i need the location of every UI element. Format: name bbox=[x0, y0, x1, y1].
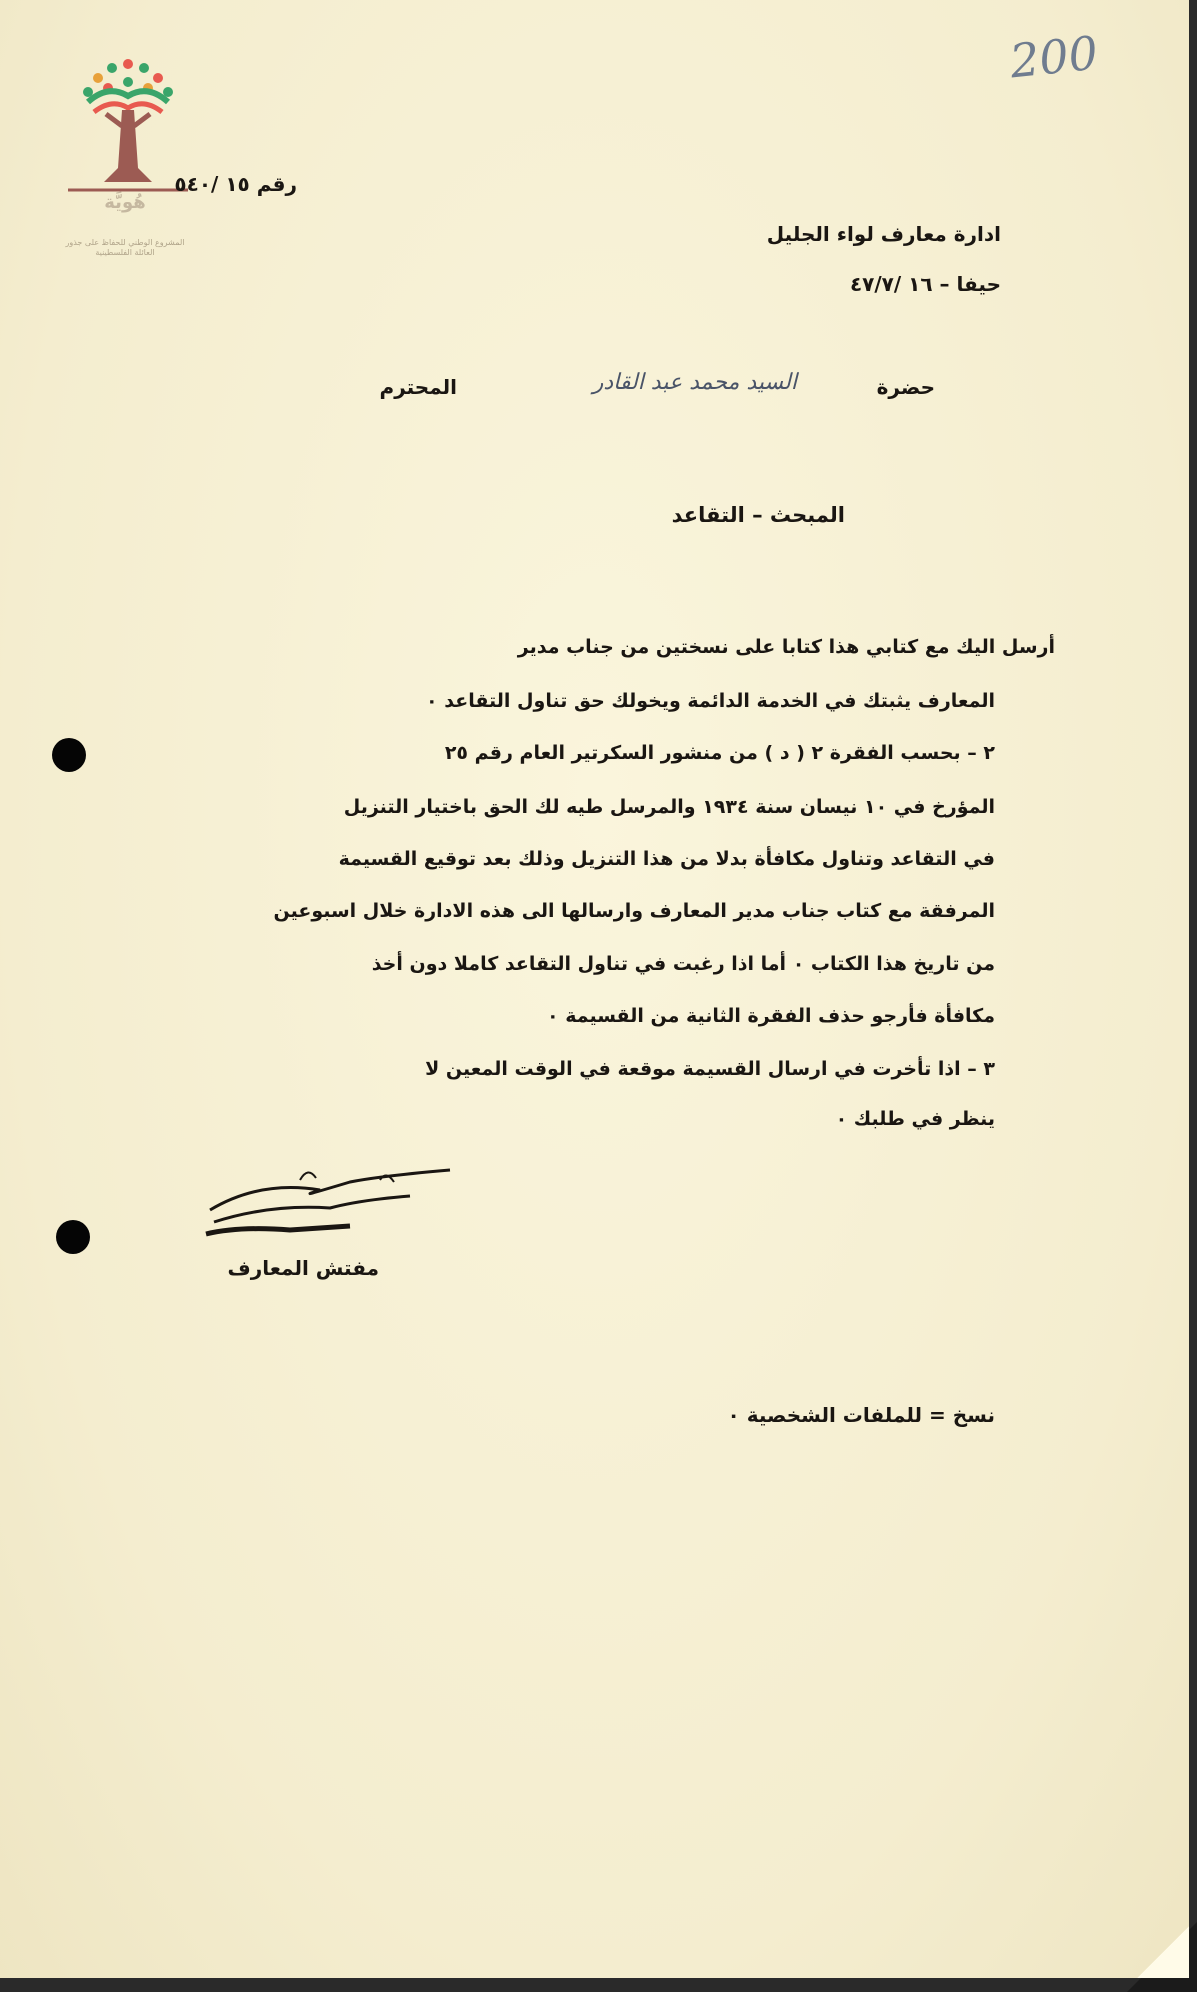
page-corner-fold bbox=[1137, 1926, 1189, 1978]
signature-title: مفتش المعارف bbox=[227, 1256, 379, 1280]
reference-number: رقم ١٥ /٥٤٠ bbox=[174, 172, 297, 196]
paragraph-3-line-2: ينظر في طلبك ٠ bbox=[835, 1108, 995, 1130]
punch-hole bbox=[52, 738, 86, 772]
logo-wordmark: هُويَّة bbox=[104, 192, 146, 213]
paragraph-2-line-3: في التقاعد وتناول مكافأة بدلا من هذا التنزيل وذلك بعد توقيع القسيمة bbox=[338, 848, 995, 870]
sender-department: ادارة معارف لواء الجليل bbox=[766, 222, 1001, 246]
scan-edge-bottom bbox=[0, 1978, 1197, 1992]
addressee-suffix: المحترم bbox=[379, 375, 457, 399]
punch-hole bbox=[56, 1220, 90, 1254]
addressee-name: السيد محمد عبد القادر bbox=[592, 370, 797, 395]
paragraph-1-line-2: المعارف يثبتك في الخدمة الدائمة ويخولك حق تناول التقاعد ٠ bbox=[426, 690, 995, 712]
paragraph-1-line-1: أرسل اليك مع كتابي هذا كتابا على نسختين من جناب مدير bbox=[517, 636, 1055, 658]
paragraph-2-line-6: مكافأة فأرجو حذف الفقرة الثانية من القسيمة ٠ bbox=[546, 1005, 995, 1027]
paragraph-2-line-4: المرفقة مع كتاب جناب مدير المعارف وارسالها الى هذه الادارة خلال اسبوعين bbox=[273, 900, 995, 922]
paragraph-2-line-5: من تاريخ هذا الكتاب ٠ أما اذا رغبت في تناول التقاعد كاملا دون أخذ bbox=[371, 953, 995, 975]
logo-caption: المشروع الوطني للحفاظ على جذور العائلة الفلسطينية bbox=[65, 238, 185, 257]
addressee-prefix: حضرة bbox=[876, 375, 935, 399]
scan-edge-right bbox=[1189, 0, 1197, 1992]
handwritten-page-number: 200 bbox=[1007, 25, 1101, 89]
place-date: حيفا – ١٦ /٤٧/٧ bbox=[849, 272, 1001, 296]
paragraph-2-line-2: المؤرخ في ١٠ نيسان سنة ١٩٣٤ والمرسل طيه لك الحق باختيار التنزيل bbox=[343, 796, 995, 818]
signature-icon bbox=[200, 1160, 460, 1240]
subject-line: المبحث – التقاعد bbox=[671, 503, 845, 527]
paragraph-3-line-1: ٣ – اذا تأخرت في ارسال القسيمة موقعة في الوقت المعين لا bbox=[425, 1058, 995, 1080]
tree-logo-icon bbox=[68, 50, 188, 210]
addressee-line bbox=[877, 375, 935, 399]
copies-line: نسخ = للملفات الشخصية ٠ bbox=[727, 1403, 995, 1427]
paragraph-2-line-1: ٢ – بحسب الفقرة ٢ ( د ) من منشور السكرتير العام رقم ٢٥ bbox=[444, 742, 995, 764]
